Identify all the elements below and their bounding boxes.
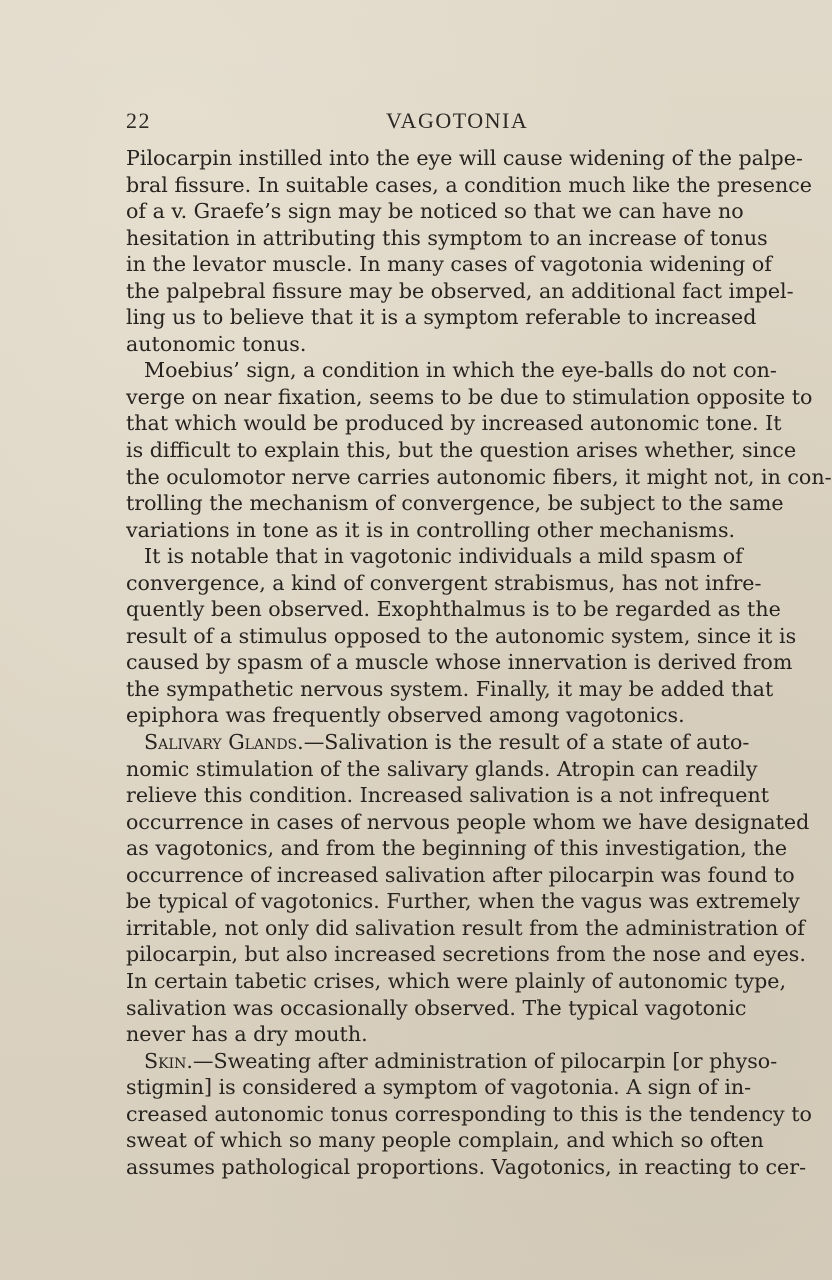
text-line: relieve this condition. Increased salivation is a not infrequent	[126, 783, 769, 808]
text-line: Moebius’ sign, a condition in which the eye-balls do not con-	[144, 358, 777, 383]
text-line: variations in tone as it is in controlling other mechanisms.	[126, 517, 736, 542]
text-line: hesitation in attributing this symptom to an increase of tonus	[126, 225, 768, 250]
text-line: assumes pathological proportions. Vagotonics, in reacting to cer-	[126, 1154, 807, 1179]
text-line: in the levator muscle. In many cases of vagotonia widening of	[126, 252, 772, 277]
text-line: result of a stimulus opposed to the autonomic system, since it is	[126, 623, 797, 648]
text-line: pilocarpin, but also increased secretions from the nose and eyes.	[126, 942, 806, 967]
section-heading-skin: Skin.	[144, 1048, 193, 1073]
body-text	[126, 145, 832, 1180]
text-line: caused by spasm of a muscle whose innervation is derived from	[126, 650, 793, 675]
text-line: convergence, a kind of convergent strabismus, has not infre-	[126, 570, 762, 595]
text-line: epiphora was frequently observed among vagotonics.	[126, 703, 685, 728]
text-line: quently been observed. Exophthalmus is to be regarded as the	[126, 597, 781, 622]
text-line: of a v. Graefe’s sign may be noticed so that we can have no	[126, 199, 744, 224]
text-line: Pilocarpin instilled into the eye will cause widening of the palpe-	[126, 146, 803, 170]
text-line: —Sweating after administration of pilocarpin [or physo-	[192, 1048, 778, 1073]
text-line: nomic stimulation of the salivary glands. Atropin can readily	[126, 756, 758, 781]
text-line: the sympathetic nervous system. Finally, it may be added that	[126, 676, 774, 701]
text-line-with-heading	[126, 729, 750, 756]
text-line: be typical of vagotonics. Further, when the vagus was extremely	[126, 889, 800, 914]
text-line: irritable, not only did salivation result from the administration of	[126, 915, 805, 940]
text-line: bral fissure. In suitable cases, a condition much like the presence	[126, 172, 812, 197]
text-line: the palpebral fissure may be observed, an additional fact impel-	[126, 278, 794, 303]
text-line: occurrence in cases of nervous people whom we have designated	[126, 809, 810, 834]
text-line: occurrence of increased salivation after pilocarpin was found to	[126, 862, 795, 887]
text-line: ling us to believe that it is a symptom referable to increased	[126, 305, 757, 330]
text-line: —Salivation is the result of a state of auto-	[303, 730, 750, 755]
text-line: creased autonomic tonus corresponding to this is the tendency to	[126, 1101, 812, 1126]
page-number: 22	[126, 108, 151, 133]
text-line: as vagotonics, and from the beginning of this investigation, the	[126, 836, 788, 861]
text-line: that which would be produced by increased autonomic tone. It	[126, 411, 782, 436]
section-heading-salivary-glands: Salivary Glands.	[144, 730, 304, 755]
text-line: In certain tabetic crises, which were plainly of autonomic type,	[126, 968, 787, 993]
text-line: It is notable that in vagotonic individuals a mild spasm of	[144, 544, 743, 569]
text-line-with-heading	[126, 1048, 778, 1075]
text-line: is difficult to explain this, but the question arises whether, since	[126, 438, 797, 463]
text-line: never has a dry mouth.	[126, 1022, 368, 1047]
text-line: the oculomotor nerve carries autonomic fibers, it might not, in con-	[126, 464, 832, 489]
running-title: VAGOTONIA	[386, 108, 529, 133]
text-line: sweat of which so many people complain, and which so often	[126, 1128, 764, 1153]
text-line: verge on near fixation, seems to be due to stimulation opposite to	[126, 384, 813, 409]
text-line: trolling the mechanism of convergence, be subject to the same	[126, 491, 784, 516]
text-line: salivation was occasionally observed. The typical vagotonic	[126, 995, 747, 1020]
text-line: autonomic tonus.	[126, 331, 307, 356]
running-head	[126, 108, 738, 138]
text-line: stigmin] is considered a symptom of vagotonia. A sign of in-	[126, 1075, 752, 1100]
